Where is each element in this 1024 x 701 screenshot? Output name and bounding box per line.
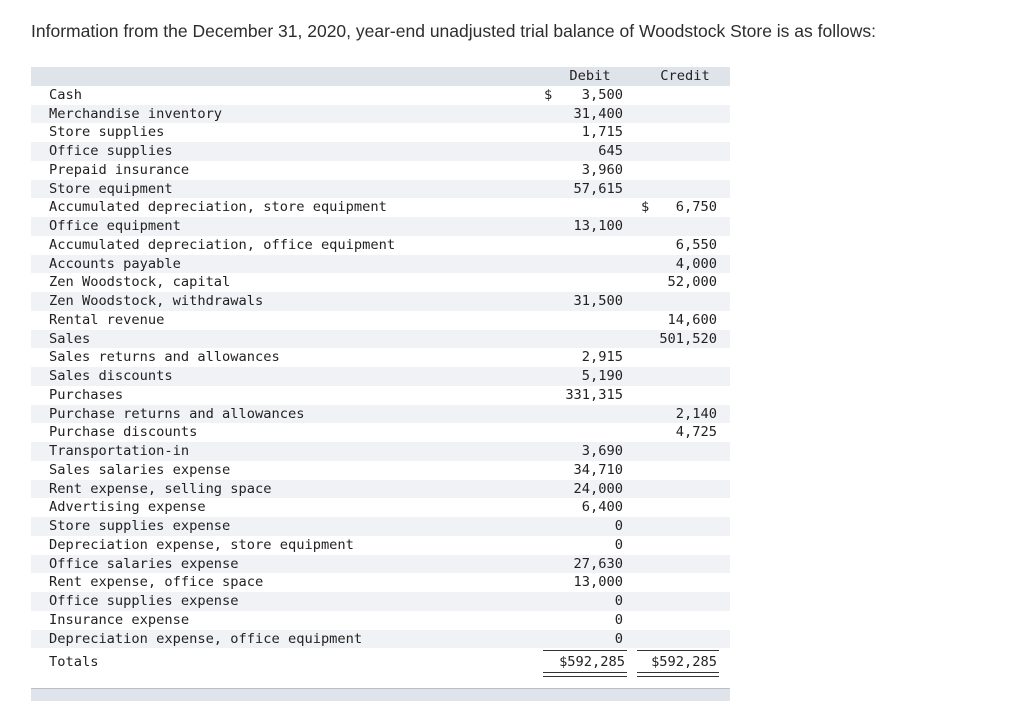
debit-amount: 0 [614,536,623,553]
credit-amount: 2,140 [675,405,717,422]
table-row [31,461,730,480]
debit-amount: 31,500 [573,293,623,309]
account-name: Purchases [49,386,124,403]
debit-amount: 6,400 [581,499,623,516]
account-name: Rent expense, selling space [49,480,272,497]
table-row [31,86,730,105]
account-name: Zen Woodstock, withdrawals [49,293,264,309]
account-name: Rental revenue [49,311,165,328]
account-name: Store supplies expense [49,518,231,534]
account-name: Rent expense, office space [49,574,264,591]
total-debit: $592,285 [559,654,625,671]
account-name: Sales [49,330,91,347]
account-name: Depreciation expense, office equipment [49,630,363,647]
debit-amount: 2,915 [581,349,623,366]
totals-double-rule-debit [543,672,627,677]
account-name: Sales salaries expense [49,461,231,478]
table-header-row [31,67,730,86]
debit-amount: 34,710 [573,461,623,478]
table-row [31,348,730,367]
total-credit: $592,285 [651,654,717,671]
table-row [31,386,730,405]
table-row [31,555,730,574]
table-row [31,161,730,180]
debit-amount: 3,960 [581,161,623,178]
debit-amount: 645 [598,143,623,159]
debit-amount: 3,690 [581,443,623,459]
account-name: Accumulated depreciation, store equipment [49,199,387,216]
intro-text: Information from the December 31, 2020, year-end unadjusted trial balance of Woodstock Store is as follows: [31,21,876,41]
debit-amount: 0 [614,630,623,647]
table-row [31,142,730,161]
debit-amount: 0 [614,611,623,628]
debit-amount: 57,615 [573,180,623,197]
table-body [31,86,730,649]
account-name: Depreciation expense, store equipment [49,536,354,553]
debit-amount: 0 [614,518,623,534]
totals-top-rule-debit [543,650,627,651]
debit-amount: 1,715 [581,124,623,141]
table-row [31,236,730,255]
account-name: Cash [49,86,82,103]
totals-double-rule-credit [637,672,719,677]
account-name: Office supplies [49,143,173,159]
credit-amount: 6,550 [675,236,717,253]
totals-label: Totals [49,654,99,671]
table-footer-bar [31,688,730,701]
account-name: Zen Woodstock, capital [49,274,231,291]
account-name: Purchase discounts [49,424,198,441]
table-row [31,123,730,142]
table-row [31,367,730,386]
totals-top-rule-credit [637,650,719,651]
account-name: Purchase returns and allowances [49,405,305,422]
table-row [31,630,730,649]
table-row [31,273,730,292]
account-name: Prepaid insurance [49,161,190,178]
table-row [31,311,730,330]
account-name: Accumulated depreciation, office equipment [49,236,396,253]
table-row [31,198,730,217]
debit-header: Debit [569,68,611,84]
table-row [31,498,730,517]
table-row [31,573,730,592]
debit-amount: 5,190 [581,368,623,384]
account-name: Accounts payable [49,255,181,272]
table-row [31,255,730,274]
debit-currency: $ [544,86,553,103]
account-name: Transportation-in [49,443,190,459]
table-row [31,330,730,349]
account-name: Insurance expense [49,611,190,628]
account-name: Store supplies [49,124,165,141]
credit-amount: 501,520 [659,330,717,347]
debit-amount: 0 [614,593,623,609]
account-name: Office salaries expense [49,555,239,572]
table-row [31,442,730,461]
debit-amount: 3,500 [581,86,623,103]
credit-amount: 52,000 [667,274,717,291]
account-name: Office supplies expense [49,593,239,609]
debit-amount: 331,315 [565,386,623,403]
table-row [31,536,730,555]
debit-amount: 13,000 [573,574,623,591]
debit-amount: 13,100 [573,218,623,234]
account-name: Office equipment [49,218,181,234]
account-name: Sales discounts [49,368,173,384]
table-row [31,611,730,630]
table-row [31,292,730,311]
table-row [31,592,730,611]
table-row [31,423,730,442]
table-row [31,217,730,236]
credit-currency: $ [641,199,650,216]
credit-amount: 4,000 [675,255,717,272]
debit-amount: 31,400 [573,105,623,122]
account-name: Sales returns and allowances [49,349,280,366]
totals-row [31,650,730,674]
account-name: Merchandise inventory [49,105,223,122]
credit-header: Credit [660,68,710,84]
debit-amount: 27,630 [573,555,623,572]
table-row [31,517,730,536]
debit-amount: 24,000 [573,480,623,497]
credit-amount: 4,725 [675,424,717,441]
credit-amount: 6,750 [675,199,717,216]
table-row [31,180,730,199]
account-name: Store equipment [49,180,173,197]
credit-amount: 14,600 [667,311,717,328]
account-name: Advertising expense [49,499,206,516]
table-row [31,105,730,124]
table-row [31,405,730,424]
trial-balance-table [31,67,730,674]
table-row [31,480,730,499]
